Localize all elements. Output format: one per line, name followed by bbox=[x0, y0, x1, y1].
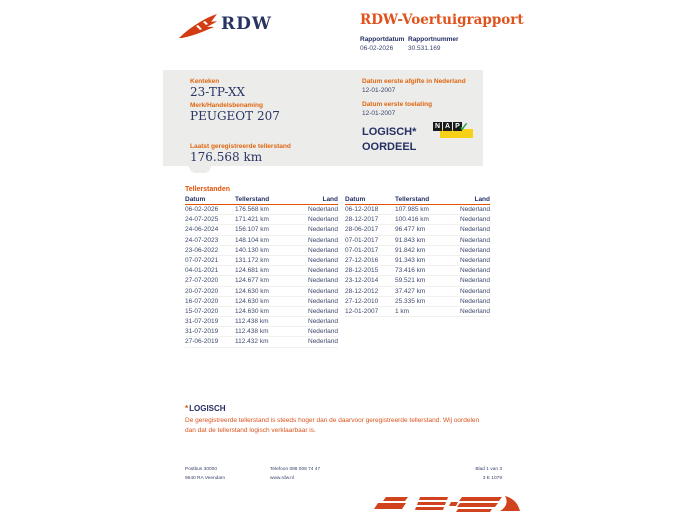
footer-address-line2: 9640 RA Veendam bbox=[185, 475, 226, 481]
footer-page-number: Blad 1 van 3 bbox=[475, 467, 502, 472]
table-cell: Nederland bbox=[460, 256, 490, 264]
table-cell: 25.335 km bbox=[395, 297, 426, 305]
rdw-logo-icon bbox=[178, 13, 218, 41]
table-row bbox=[185, 236, 338, 246]
table-cell: Nederland bbox=[460, 226, 490, 234]
footnote-asterisk: * bbox=[185, 404, 189, 413]
table-cell: Nederland bbox=[460, 307, 490, 315]
table-cell: 07-01-2017 bbox=[345, 246, 379, 254]
vehicle-summary-box-tail bbox=[189, 166, 211, 173]
table-row bbox=[345, 287, 490, 297]
eerste-afgifte-label: Datum eerste afgifte in Nederland bbox=[362, 78, 466, 85]
table-cell: 171.421 km bbox=[235, 216, 269, 224]
table-cell: 73.416 km bbox=[395, 267, 426, 275]
footer-meta bbox=[420, 466, 502, 483]
table-cell: 23-06-2022 bbox=[185, 246, 219, 254]
table-cell: 28-12-2015 bbox=[345, 267, 379, 275]
table-cell: 176.568 km bbox=[235, 206, 269, 213]
table-cell: 91.343 km bbox=[395, 256, 426, 264]
table-cell: 27-12-2016 bbox=[345, 256, 379, 264]
table-cell: 31-07-2019 bbox=[185, 328, 219, 336]
table-cell: 24-07-2023 bbox=[185, 236, 219, 244]
table-cell: 07-01-2017 bbox=[345, 236, 379, 244]
table-cell: Nederland bbox=[308, 236, 338, 244]
table-cell: 124.630 km bbox=[235, 297, 269, 305]
table-cell: 124.630 km bbox=[235, 287, 269, 295]
eerste-toelating-label: Datum eerste toelating bbox=[362, 101, 433, 108]
table-row bbox=[185, 266, 338, 276]
table-cell: 06-02-2026 bbox=[185, 206, 219, 213]
table-cell: Nederland bbox=[308, 287, 338, 295]
table-cell: Nederland bbox=[308, 267, 338, 275]
eerste-toelating-value: 12-01-2007 bbox=[362, 110, 396, 117]
table-cell: 24-06-2024 bbox=[185, 226, 219, 234]
table-cell: 16-07-2020 bbox=[185, 297, 219, 305]
eerste-afgifte-value: 12-01-2007 bbox=[362, 87, 396, 94]
table-cell: Nederland bbox=[308, 328, 338, 336]
nap-letter-p: P bbox=[453, 122, 462, 131]
table-cell: 1 km bbox=[395, 307, 410, 315]
footer-address bbox=[185, 466, 225, 483]
tellerstanden-title: Tellerstanden bbox=[185, 186, 230, 193]
table-row bbox=[345, 276, 490, 286]
table-cell: 27-06-2019 bbox=[185, 338, 219, 346]
laatste-tellerstand-value: 176.568 km bbox=[190, 150, 263, 164]
table-cell: Nederland bbox=[460, 236, 490, 244]
table-cell: Nederland bbox=[460, 246, 490, 254]
table-cell: 12-01-2007 bbox=[345, 307, 379, 315]
report-number-label: Rapportnummer bbox=[408, 36, 459, 43]
report-date-label: Rapportdatum bbox=[360, 36, 405, 43]
footer-contact bbox=[270, 466, 320, 483]
table-body bbox=[185, 205, 338, 348]
table-row bbox=[345, 297, 490, 307]
oordeel-line1: LOGISCH* bbox=[362, 126, 417, 138]
table-cell: 124.630 km bbox=[235, 307, 269, 315]
col-header-tellerstand: Tellerstand bbox=[235, 196, 270, 203]
footer-phone: Telefoon 088 008 74 47 bbox=[270, 467, 321, 472]
col-header-land: Land bbox=[322, 196, 338, 203]
table-row bbox=[185, 256, 338, 266]
col-header-tellerstand: Tellerstand bbox=[395, 196, 430, 203]
rdw-logo-text: RDW bbox=[221, 14, 272, 34]
tellerstanden-table-right bbox=[345, 195, 490, 317]
footer-address-line1: Postbus 30000 bbox=[185, 467, 218, 472]
table-cell: 28-12-2012 bbox=[345, 287, 379, 295]
table-cell: 07-07-2021 bbox=[185, 256, 219, 264]
col-header-datum: Datum bbox=[345, 196, 366, 203]
table-cell: 59.521 km bbox=[395, 277, 426, 285]
nap-letter-n: N bbox=[434, 123, 441, 130]
table-cell: 100.416 km bbox=[395, 216, 429, 224]
nap-logo bbox=[433, 122, 473, 140]
table-cell: Nederland bbox=[460, 287, 490, 295]
table-cell: Nederland bbox=[308, 307, 338, 315]
table-cell: 112.438 km bbox=[235, 328, 269, 336]
table-row bbox=[345, 266, 490, 276]
kenteken-value: 23-TP-XX bbox=[190, 85, 246, 99]
laatste-tellerstand-label: Laatst geregistreerde tellerstand bbox=[190, 143, 291, 150]
table-cell: 140.130 km bbox=[235, 246, 269, 254]
table-cell: Nederland bbox=[308, 206, 338, 213]
table-cell: Nederland bbox=[460, 277, 490, 285]
table-row bbox=[345, 225, 490, 235]
footer-website: www.rdw.nl bbox=[270, 475, 294, 481]
table-cell: Nederland bbox=[460, 216, 490, 224]
merk-label: Merk/Handelsbenaming bbox=[190, 102, 263, 109]
table-row bbox=[185, 225, 338, 235]
nap-letter-a: A bbox=[444, 123, 451, 130]
page-title: RDW-Voertuigrapport bbox=[360, 12, 524, 28]
table-cell: 31-07-2019 bbox=[185, 318, 219, 326]
table-row bbox=[345, 205, 490, 215]
table-cell: 20-07-2020 bbox=[185, 287, 219, 295]
table-row bbox=[345, 256, 490, 266]
table-header bbox=[345, 195, 490, 205]
table-row bbox=[185, 215, 338, 225]
table-row bbox=[185, 337, 338, 347]
oordeel-line2: OORDEEL bbox=[362, 140, 417, 153]
table-cell: 156.107 km bbox=[235, 226, 269, 234]
tellerstanden-table-left bbox=[185, 195, 338, 348]
table-cell: 37.427 km bbox=[395, 287, 426, 295]
table-cell: Nederland bbox=[308, 297, 338, 305]
logisch-note-word: LOGISCH bbox=[189, 404, 226, 413]
table-cell: 148.104 km bbox=[235, 236, 269, 244]
col-header-datum: Datum bbox=[185, 196, 206, 203]
table-header bbox=[185, 195, 338, 205]
table-cell: Nederland bbox=[308, 246, 338, 254]
table-cell: 107.985 km bbox=[395, 206, 429, 213]
table-cell: Nederland bbox=[308, 216, 338, 224]
table-cell: Nederland bbox=[308, 256, 338, 264]
table-cell: 28-12-2017 bbox=[345, 216, 379, 224]
table-cell: 23-12-2014 bbox=[345, 277, 379, 285]
table-cell: Nederland bbox=[460, 297, 490, 305]
table-cell: 28-06-2017 bbox=[345, 226, 379, 234]
table-cell: Nederland bbox=[460, 267, 490, 275]
table-row bbox=[345, 215, 490, 225]
table-row bbox=[185, 246, 338, 256]
footer-doc-code: 3 E 1079 bbox=[482, 475, 502, 481]
table-cell: Nederland bbox=[460, 206, 490, 213]
table-row bbox=[185, 297, 338, 307]
table-row bbox=[185, 205, 338, 215]
table-cell: 124.677 km bbox=[235, 277, 269, 285]
table-cell: 27-12-2010 bbox=[345, 297, 379, 305]
table-row bbox=[185, 307, 338, 317]
table-row bbox=[345, 236, 490, 246]
table-cell: 91.842 km bbox=[395, 246, 426, 254]
table-cell: 131.172 km bbox=[235, 256, 269, 264]
table-cell: 112.432 km bbox=[235, 338, 269, 346]
table-row bbox=[345, 246, 490, 256]
table-row bbox=[185, 287, 338, 297]
table-cell: Nederland bbox=[308, 338, 338, 346]
table-row bbox=[185, 327, 338, 337]
report-number-value: 30.531.169 bbox=[408, 45, 441, 52]
table-cell: 15-07-2020 bbox=[185, 307, 219, 315]
table-cell: 91.843 km bbox=[395, 236, 426, 244]
table-row bbox=[185, 276, 338, 286]
table-cell: Nederland bbox=[308, 226, 338, 234]
table-cell: 96.477 km bbox=[395, 226, 426, 234]
footer-stripes-graphic bbox=[372, 496, 522, 514]
table-cell: Nederland bbox=[308, 318, 338, 326]
table-cell: 112.438 km bbox=[235, 318, 269, 326]
table-row bbox=[345, 307, 490, 317]
table-row bbox=[185, 317, 338, 327]
nap-check-icon: ✓ bbox=[459, 120, 470, 134]
table-cell: 124.681 km bbox=[235, 267, 269, 275]
logisch-note-title bbox=[185, 404, 226, 413]
table-cell: 06-12-2018 bbox=[345, 206, 379, 213]
logisch-note-body: De geregistreerde tellerstand is steeds hoger dan de daarvoor geregistreerde tellerstand. Wij oordelen dan dat de tellerstand logisch verklaarbaar is. bbox=[185, 417, 480, 434]
col-header-land: Land bbox=[474, 196, 490, 203]
table-cell: 24-07-2025 bbox=[185, 216, 219, 224]
merk-value: PEUGEOT 207 bbox=[190, 109, 280, 123]
table-body bbox=[345, 205, 490, 317]
oordeel-text bbox=[362, 125, 416, 154]
report-date-value: 06-02-2026 bbox=[360, 45, 394, 52]
table-cell: 27-07-2020 bbox=[185, 277, 219, 285]
table-cell: Nederland bbox=[308, 277, 338, 285]
table-cell: 04-01-2021 bbox=[185, 267, 219, 275]
kenteken-label: Kenteken bbox=[190, 78, 220, 85]
